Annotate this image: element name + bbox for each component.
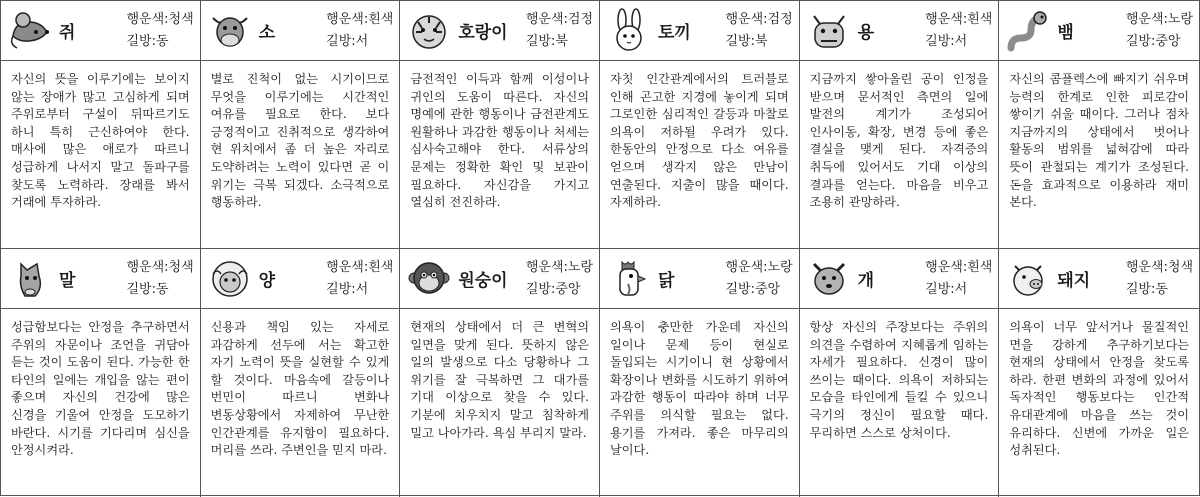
zodiac-header-rabbit bbox=[600, 1, 800, 61]
monkey-icon bbox=[406, 256, 452, 302]
zodiac-name: 호랑이 bbox=[458, 23, 508, 43]
lucky-color: 행운색:노랑 bbox=[525, 259, 593, 275]
zodiac-fortune-rabbit bbox=[600, 61, 800, 249]
rat-icon bbox=[7, 8, 53, 54]
zodiac-fortune-snake bbox=[999, 61, 1199, 249]
zodiac-fortune-horse bbox=[1, 309, 201, 497]
lucky-direction: 길방:동 bbox=[126, 281, 169, 297]
lucky-direction: 길방:중앙 bbox=[525, 281, 581, 297]
dragon-icon bbox=[806, 8, 852, 54]
lucky-color: 행운색:흰색 bbox=[925, 259, 993, 275]
zodiac-fortune-dragon bbox=[800, 61, 1000, 249]
zodiac-header-sheep bbox=[201, 249, 401, 309]
zodiac-fortune-dog bbox=[800, 309, 1000, 497]
zodiac-header-rat bbox=[1, 1, 201, 61]
snake-icon bbox=[1005, 8, 1051, 54]
fortune-text: 의욕이 충만한 가운데 자신의 일이나 문제 등이 현실로 돌입되는 시기이니 현 상황에서 확장이나 변화를 시도하기 위하여 과감한 행동이 따라야 하며 너무 주위를 의식할 필요는 없다. 용기를 가져라. 좋은 마무리의 날이다. bbox=[610, 320, 789, 458]
zodiac-header-dog bbox=[800, 249, 1000, 309]
lucky-direction: 길방:동 bbox=[126, 33, 169, 49]
zodiac-name: 개 bbox=[857, 271, 875, 291]
lucky-direction: 길방:서 bbox=[326, 33, 369, 49]
zodiac-header-monkey bbox=[400, 249, 600, 309]
luck-info bbox=[326, 257, 393, 301]
lucky-color: 행운색:흰색 bbox=[326, 259, 394, 275]
fortune-text: 자신의 뜻을 이루기에는 보이지 않는 장애가 많고 고심하게 되며 주위로부터 구설이 뒤따르기도 하니 특히 근신하여야 한다. 매사에 많은 애로가 따르니 성급하게 나서지 말고 돌파구를 찾도록 노력하라. 장래를 봐서 거래에 투자하라. bbox=[11, 72, 190, 210]
fortune-text: 별로 진척이 없는 시기이므로 무엇을 이루기에는 시간적인 여유를 필요로 한다. 보다 긍정적이고 진취적으로 생각하여 현 위치에서 좀 더 높은 자리로 도약하려는 노력이 있다면 곧 이 위기는 극복 되겠다. 소극적으로 행동하라. bbox=[210, 72, 390, 210]
zodiac-name: 닭 bbox=[658, 271, 675, 291]
zodiac-name: 양 bbox=[258, 271, 276, 291]
zodiac-fortune-rooster bbox=[600, 309, 800, 497]
zodiac-fortune-pig bbox=[999, 309, 1199, 497]
rabbit-icon bbox=[606, 8, 652, 54]
fortune-text: 신용과 책임 있는 자세로 과감하게 선두에 서는 확고한 자기 노력이 뜻을 실현할 수 있게 할 것이다. 마음속에 갈등이나 번민이 따르니 변화나 변동상황에서 자제하여 무난한 인간관계를 유지함이 필요하다. 머리를 쓰라. 주변인을 믿지 마라. bbox=[210, 320, 390, 458]
lucky-color: 행운색:청색 bbox=[1125, 259, 1193, 275]
fortune-text: 성급함보다는 안정을 추구하면서 주위의 자문이나 조언을 귀담아 듣는 것이 도움이 된다. 가능한 한 타인의 일에는 개입을 않는 편이 좋으며 자신의 건강에 많은 신경을 기울여 안정을 도모하기 바란다. 시기를 기다리며 심신을 안정시켜라. bbox=[11, 320, 190, 458]
lucky-color: 행운색:검정 bbox=[725, 11, 793, 27]
zodiac-header-dragon bbox=[800, 1, 1000, 61]
lucky-direction: 길방:중앙 bbox=[725, 281, 781, 297]
zodiac-header-snake bbox=[999, 1, 1199, 61]
zodiac-name: 쥐 bbox=[59, 23, 76, 43]
zodiac-fortune-ox bbox=[201, 61, 401, 249]
zodiac-fortune-rat bbox=[1, 61, 201, 249]
luck-info bbox=[326, 9, 393, 53]
zodiac-header-rooster bbox=[600, 249, 800, 309]
lucky-color: 행운색:노랑 bbox=[725, 259, 793, 275]
zodiac-fortune-monkey bbox=[400, 309, 600, 497]
rooster-icon bbox=[606, 256, 652, 302]
luck-info bbox=[526, 9, 593, 53]
lucky-color: 행운색:노랑 bbox=[1125, 11, 1193, 27]
fortune-text: 항상 자신의 주장보다는 주위의 의견을 수렴하여 지혜롭게 임하는 자세가 필요하다. 신경이 많이 쓰이는 때이다. 의욕이 저하되는 모습을 타인에게 들킬 수 있으니 극기의 정신이 필요할 때다. 무리하면 스스로 상처이다. bbox=[809, 320, 989, 440]
luck-info bbox=[725, 9, 792, 53]
dog-icon bbox=[806, 256, 852, 302]
lucky-color: 행운색:검정 bbox=[525, 11, 593, 27]
lucky-direction: 길방:북 bbox=[725, 33, 768, 49]
lucky-color: 행운색:흰색 bbox=[326, 11, 394, 27]
tiger-icon bbox=[406, 8, 452, 54]
zodiac-name: 용 bbox=[857, 23, 875, 43]
lucky-color: 행운색:청색 bbox=[126, 11, 194, 27]
zodiac-name: 원숭이 bbox=[458, 271, 508, 291]
luck-info bbox=[526, 257, 593, 301]
zodiac-fortune-sheep bbox=[201, 309, 401, 497]
fortune-text: 자칫 인간관계에서의 트러블로 인해 곤고한 지경에 놓이게 되며 그로인한 심리적인 갈등과 마찰로 의욕이 저하될 우려가 있다. 한동안의 안정으로 다소 여유를 얻으며 생각지 않은 만남이 연출된다. 지출이 많을 때이다. 자제하라. bbox=[610, 72, 789, 210]
ox-icon bbox=[207, 8, 253, 54]
fortune-text: 자신의 콤플렉스에 빠지기 쉬우며 능력의 한계로 인한 피로감이 쌓이기 쉬울 때이다. 그러나 점차 지금까지의 상태에서 벗어나 활동의 범위를 넓혀감에 따라 뜻이 관철되는 계기가 조성된다. 돈을 효과적으로 이용하라 재미 본다. bbox=[1009, 72, 1189, 210]
zodiac-name: 돼지 bbox=[1057, 271, 1091, 291]
lucky-color: 행운색:청색 bbox=[126, 259, 194, 275]
lucky-direction: 길방:서 bbox=[925, 33, 968, 49]
fortune-text: 의욕이 너무 앞서거나 물질적인 면을 강하게 추구하기보다는 현재의 상태에서 안정을 찾도록 하라. 한편 변화의 과정에 있어서 독자적인 행동보다는 인간적 유대관계에 마음을 쓰는 것이 유리하다. 신변에 가까운 일은 성취된다. bbox=[1009, 320, 1189, 458]
luck-info bbox=[126, 257, 193, 301]
fortune-text: 현재의 상태에서 더 큰 변혁의 일면을 맞게 된다. 뜻하지 않은 일의 발생으로 다소 당황하나 그 위기를 잘 극복하면 그 대가를 기대 이상으로 찾을 수 있다. 기분에 치우치지 말고 침착하게 밀고 나아가라. 욕심 부리지 말라. bbox=[410, 320, 589, 440]
luck-info bbox=[925, 9, 992, 53]
horse-icon bbox=[7, 256, 53, 302]
zodiac-fortune-tiger bbox=[400, 61, 600, 249]
luck-info bbox=[725, 257, 792, 301]
lucky-direction: 길방:북 bbox=[525, 33, 568, 49]
lucky-direction: 길방:서 bbox=[326, 281, 369, 297]
zodiac-header-tiger bbox=[400, 1, 600, 61]
lucky-direction: 길방:서 bbox=[925, 281, 968, 297]
luck-info bbox=[925, 257, 992, 301]
fortune-text: 금전적인 이득과 함께 이성이나 귀인의 도움이 따른다. 자신의 명예에 관한 행동이나 금전관계도 원활하나 과감한 행동이나 처세는 심사숙고해야 한다. 서류상의 문제는 정확한 확인 및 보관이 필요하다. 자신감을 가지고 열심히 전진하라. bbox=[410, 72, 589, 210]
lucky-direction: 길방:중앙 bbox=[1125, 33, 1181, 49]
fortune-text: 지금까지 쌓아올린 공이 인정을 받으며 문서적인 측면의 일에 발전의 계기가 조성되어 인사이동, 확장, 변경 등에 좋은 결실을 맺게 된다. 자격증의 취득에 있어서도 기대 이상의 결과를 얻는다. 마음을 비우고 조용히 관망하라. bbox=[809, 72, 989, 210]
zodiac-name: 소 bbox=[258, 23, 276, 43]
zodiac-header-ox bbox=[201, 1, 401, 61]
luck-info bbox=[126, 9, 193, 53]
zodiac-name: 토끼 bbox=[658, 23, 691, 43]
zodiac-header-horse bbox=[1, 249, 201, 309]
luck-info bbox=[1126, 257, 1193, 301]
zodiac-name: 뱀 bbox=[1057, 23, 1074, 43]
lucky-color: 행운색:흰색 bbox=[925, 11, 993, 27]
pig-icon bbox=[1005, 256, 1051, 302]
sheep-icon bbox=[207, 256, 253, 302]
zodiac-name: 말 bbox=[59, 271, 76, 291]
luck-info bbox=[1126, 9, 1193, 53]
lucky-direction: 길방:동 bbox=[1125, 281, 1168, 297]
zodiac-header-pig bbox=[999, 249, 1199, 309]
